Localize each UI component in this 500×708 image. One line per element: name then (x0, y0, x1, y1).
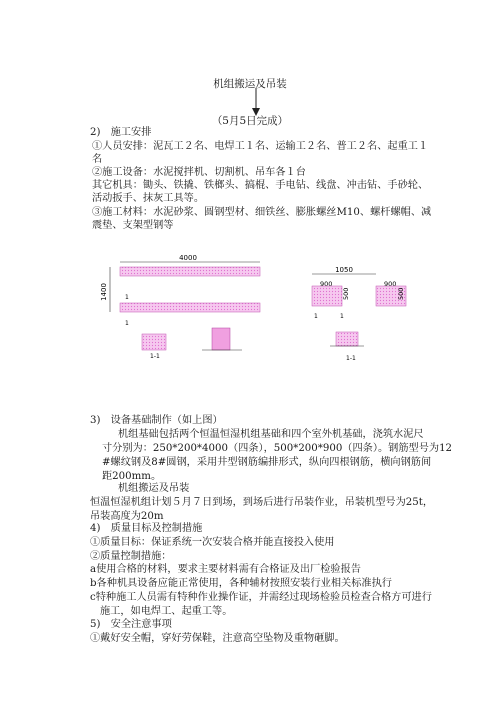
down-arrow-icon (250, 88, 262, 116)
section3-lifting1: 恒温恒湿机组计划５月７日到场，到场后进行吊装作业，吊装机型号为25t， (90, 497, 434, 508)
foundation-strip-bottom (120, 303, 260, 312)
section-mark-1a: 1 (125, 294, 129, 301)
section5-heading: 5) 安全注意事项 (90, 619, 172, 630)
section2-line1: ①人员安排：泥瓦工２名、电焊工１名、运输工２名、普工２名、起重工１ (92, 141, 429, 152)
dimension-500-b: 500 (397, 287, 405, 300)
foundation-drawing (100, 248, 410, 378)
section4-heading: 4) 质量目标及控制措施 (90, 523, 203, 534)
section2-line3: ②施工设备：水泥搅拌机、切割机、吊车各１台 (92, 167, 306, 178)
section4-item-c2: 施工，如电焊工、起重工等。 (100, 606, 233, 617)
dimension-900-b: 900 (384, 280, 397, 288)
section-detail-a (142, 334, 166, 350)
section2-line5: 活动扳手、抹灰工具等。 (92, 193, 205, 204)
section-mark-1b: 1 (125, 320, 129, 327)
section-mark-1d: 1 (340, 313, 344, 320)
section-label-a: 1-1 (150, 353, 160, 360)
section-mark-1c: 1 (314, 313, 318, 320)
section4-item-a: a使用合格的材料，要求主要材料需有合格证及出厂检验报告 (90, 564, 361, 575)
section2-line2: 名 (92, 154, 103, 165)
section2-line7: 震垫、支架型钢等 (92, 220, 174, 231)
outdoor-section-detail (336, 332, 358, 346)
page-title: 机组搬运及吊装 (213, 78, 287, 90)
dimension-1400: 1400 (100, 283, 108, 301)
dimension-1050: 1050 (335, 266, 353, 274)
section4-quality-measures: ②质量控制措施： (90, 551, 172, 562)
section2-line4: 其它机具：锄头、铁撬、铁榔头、搞棍、手电钻、线盘、冲击钻、手砂轮、 (92, 180, 429, 191)
section5-item1: ①戴好安全帽，穿好劳保鞋，注意高空坠物及重物砸脚。 (90, 633, 345, 644)
section4-quality-goal: ①质量目标：保证系统一次安装合格并能直接投入使用 (90, 537, 335, 548)
section4-item-b: b各种机具设备应能正常使用，各种辅材按照安装行业相关标准执行 (90, 578, 392, 589)
section4-item-c1: c特种施工人员需有特种作业操作证，并需经过现场检验员检查合格方可进行 (90, 592, 432, 603)
foundation-strip-top (120, 267, 260, 276)
dimension-4000: 4000 (179, 254, 197, 262)
section2-line6: ③施工材料：水泥砂浆、圆钢型材、细铁丝、膨胀螺丝M10、螺杆螺帽、减 (92, 207, 432, 218)
section3-para2: 寸分别为：250*200*4000（四条），500*200*900（四条）。钢筋型号为12 (102, 443, 453, 454)
dimension-900-a: 900 (320, 280, 333, 288)
section3-subheading: 机组搬运及吊装 (118, 483, 190, 494)
section3-para3: #螺纹钢及8#圆钢，采用井型钢筋编排形式，纵向四根钢筋，横向钢筋间 (102, 457, 432, 468)
outdoor-base-a (312, 286, 342, 306)
section2-heading: 2) 施工安排 (90, 127, 152, 138)
section3-para1: 机组基础包括两个恒温恒湿机组基础和四个室外机基础，浇筑水泥尺 (118, 429, 424, 440)
dimension-500-a: 500 (342, 287, 350, 300)
section3-heading: 3) 设备基础制作（如上图） (90, 415, 223, 426)
section3-lifting2: 吊装高度为20m (90, 511, 164, 522)
completion-date: （5月5日完成） (211, 115, 289, 127)
section-label-b: 1-1 (346, 355, 356, 362)
section-detail-b (212, 328, 230, 350)
section3-para4: 距200mm。 (102, 471, 162, 482)
